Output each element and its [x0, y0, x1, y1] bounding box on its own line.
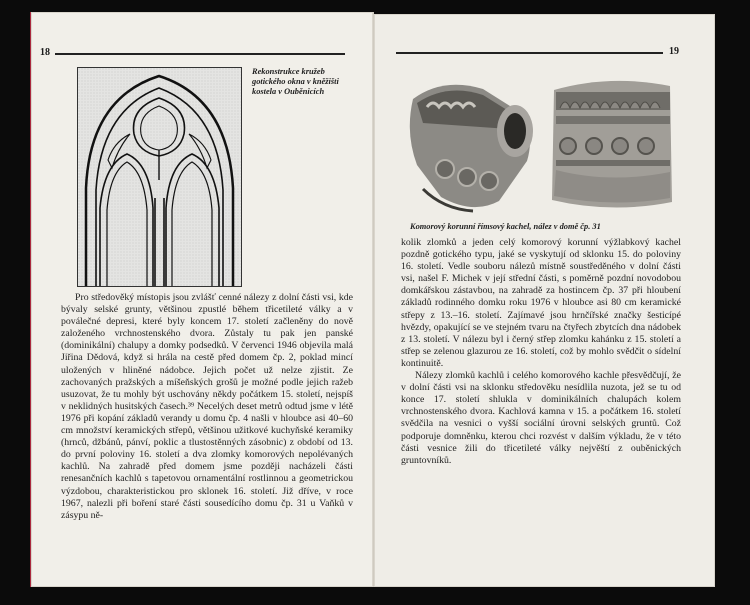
- header-rule-right: [396, 52, 663, 54]
- page-number-right: 19: [669, 46, 679, 57]
- figure-caption-right: Komorový korunní římsový kachel, nález v domě čp. 31: [410, 222, 601, 231]
- paragraph: Pro středověký místopis jsou zvlášť cenné nálezy z dolní části vsi, kde bývaly selské grunty, většinou zpustlé během třicetileté války a v poválečné depresi, které byly koncem 17. století začleněny do nově založeného vrchnostenského dvora. Zůstaly tu pak jen panské (dominikální) chalupy a domky podsedků. V červenci 1946 objevila malá Jiřina Dědová, když si hrála na cestě před domem čp. 2, poklad mincí uložených v hliněné nádobce. Jejich počet už nelze zjistit. Ze zachovaných pražských a míšeňských grošů je možné podle jejich ražeb usuzovat, že tu mohly být uschovány někdy počátkem 15. století, nejspíš v neklidných husitských časech.³⁹ Necelých deset metrů odtud jsme v létě 1976 při kopání základů verandy u domu čp. 4 našli v hloubce asi 40–60 cm množství keramických střepů, většinou užitkové kuchyňské keramiky (hrnců, džbánů, pánví, poklic a tlustostěnných zásobnic) z období od 13. do první poloviny 16. století a dva zlomky komorových nepolévaných kachlů. Na zahradě před domem jsme později nacházeli části renesančních kachlů s tapetovou ornamentální rostlinnou a geometrickou výzdobou, charakteristickou pro sklonek 16. století. Již dříve, v roce 1967, nalezli při boření staré části sousedícího domu čp. 31 u Vaňků v zásypu ně-: [61, 292, 353, 521]
- paragraph: Nálezy zlomků kachlů i celého komorového kachle přesvědčují, že v dolní části vsi na sklonku středověku nesídlila nuzota, jež se tu od konce 17. století shlukla v dominikálních chalupách kolem vrchnostenského dvora. Kachlová kamna v 15. a počátkem 16. století svědčila na vesnici o vyšší sociální úrovni selských gruntů. Což podporuje domněnku, kterou chci rozvést v dalším výkladu, že v této části vesnice žili do třicetileté války nejvěští z ouběnických gruntovníků.: [401, 370, 681, 466]
- gothic-window-drawing: [77, 67, 242, 287]
- tracery-illustration: [78, 68, 241, 286]
- page-number-left: 18: [40, 47, 50, 58]
- right-page-text: [401, 237, 681, 467]
- left-page: [31, 12, 374, 587]
- stove-tile-photo-angled: [403, 69, 541, 217]
- stove-tile-photo-front: [550, 72, 674, 214]
- paragraph: kolik zlomků a jeden celý komorový korunní výžlabkový kachel pozdně gotického typu, jaké se vyskytují od sklonku 15. do poloviny 16. století. Vedle souboru nálezů místně soustředěného v dolní části vsi, našel F. Michek v její střední části, s poměrně pozdní novodobou domkářskou zástavbou, na zahradě za hostincem čp. 37 při hloubení základů rodinného domku roku 1976 v hloubce asi 80 cm keramické střepy z 13.–16. století. Zajímavé jsou hrnčířské značky šesticípé hvězdy, opakující se ve stejném tvaru na čtyřech zbytcích dna nádobek z 13. století. V nálezu byl i černý střep zlomku kahánku z 15. století a střep se zelenou glazurou ze 16. století, což by mohlo svědčit o sídelní kontinuitě.: [401, 237, 681, 369]
- left-page-text: [61, 292, 353, 522]
- right-page: [374, 14, 715, 587]
- figure-caption-left: Rekonstrukce kružeb gotického okna v kněžišti kostela v Ouběnicích: [252, 67, 339, 96]
- header-rule-left: [55, 53, 345, 55]
